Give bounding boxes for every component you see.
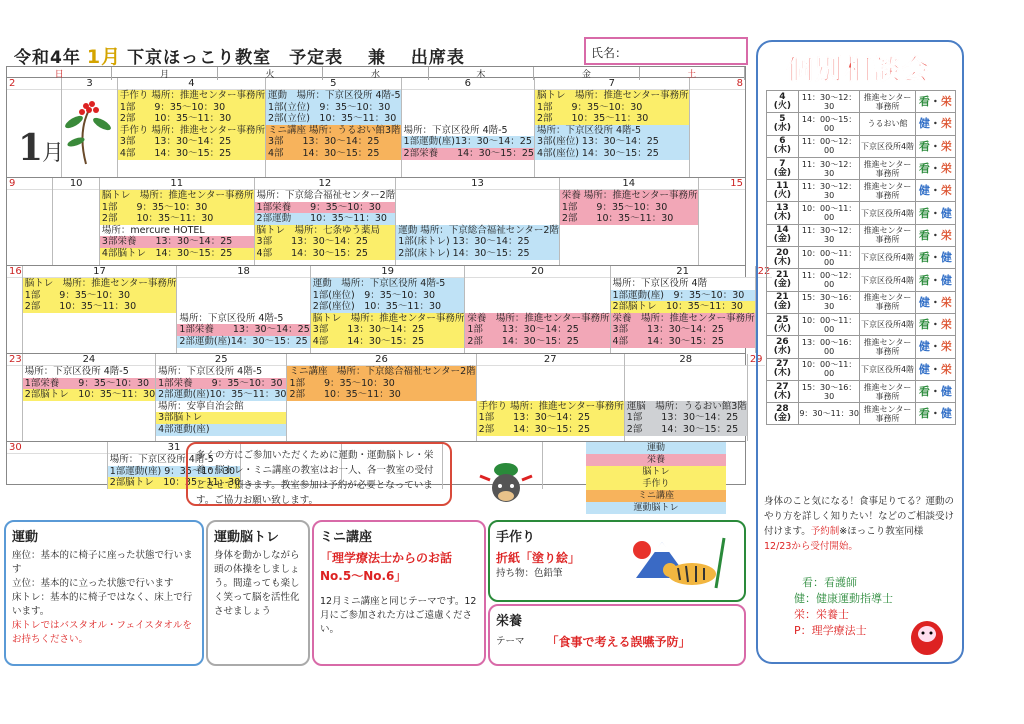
consult-row: [767, 91, 956, 113]
class-entry: 2部運動(座)10：35〜11：30: [158, 389, 287, 401]
class-entry: 4部運動(座): [156, 424, 286, 436]
class-entry: ミニ講座 場所：うるおい館3階: [267, 124, 401, 136]
consult-cell: 健・栄: [915, 358, 955, 380]
class-entry: 2部 10：35〜11：30: [535, 113, 689, 125]
consult-cell: 14 (金): [767, 224, 799, 246]
handcraft-title: 手作り: [496, 530, 536, 545]
class-entry: 運動 場所：下京総合福祉センター2階: [398, 224, 559, 236]
consult-row: [767, 135, 956, 157]
day-number: 13: [396, 178, 559, 190]
class-entry: 3部栄養 13：30〜14：25: [100, 236, 254, 248]
class-entry: ミニ講座 場所：下京総合福祉センター2階: [289, 366, 476, 377]
class-entry: 2部 14：30〜15：25: [625, 424, 747, 436]
consult-cell: 25 (火): [767, 313, 799, 335]
consult-cell: うるおい館: [860, 113, 915, 135]
class-entry: 4部 14：30〜15：25: [255, 248, 396, 260]
class-entry: 場所：下京区役所 4階-5: [108, 454, 240, 466]
day-cell: [255, 178, 397, 265]
consult-cell: 21 (金): [767, 291, 799, 313]
notice-text: 多くの方にご参加いただくために運動・運動脳トレ・栄養・脳トレ・ミニ講座の教室はお一人、各一教室の受付とさせて頂きます。教室参加は予約が必要となっています。ご協力お願い致します。: [196, 450, 434, 506]
legend-item: 栄養: [586, 454, 726, 466]
day-cell: [402, 78, 535, 177]
class-entry: 場所：下京総合福祉センター2階: [256, 190, 396, 201]
consult-cell: 下京区役所4階: [860, 202, 915, 224]
consult-cell: 9：30〜11：30: [798, 403, 860, 425]
class-entry: 1部 13：30〜14：25: [477, 412, 624, 424]
consult-cell: 14：00〜15：00: [798, 113, 860, 135]
day-number: 3: [62, 78, 116, 90]
class-entry: 1部(座位) 9：35〜10：30: [311, 290, 465, 302]
day-cell: [7, 354, 23, 441]
class-entry: 2部 10：35〜11：30: [23, 301, 177, 313]
class-entry: [396, 190, 559, 202]
svg-text:1: 1: [18, 127, 44, 169]
day-number: 26: [287, 354, 475, 366]
class-entry: 運動 場所：下京区役所 4階-5: [267, 90, 401, 101]
consult-row: [767, 202, 956, 224]
class-entry: 手作り 場所：推進センター事務所: [119, 124, 265, 136]
consult-cell: 下京区役所4階: [860, 269, 915, 291]
class-entry: 1部 9：35〜10：30: [287, 378, 475, 390]
consult-cell: 10：00〜11：00: [798, 202, 860, 224]
class-entry: 1部栄養 13：30〜14：25: [179, 324, 310, 336]
class-entry: 3部脳トレ: [156, 412, 286, 424]
day-number: 11: [100, 178, 254, 190]
consult-cell: 看・栄: [915, 313, 955, 335]
consult-cell: 健・栄: [915, 113, 955, 135]
class-entry: 2部運動 10：35〜11：30: [255, 213, 396, 225]
consult-cell: 下京区役所4階: [860, 358, 915, 380]
consult-cell: 看・栄: [915, 135, 955, 157]
mini-lecture-box: [312, 520, 486, 666]
consult-cell: 11：30〜12：30: [798, 180, 860, 202]
class-entry: [625, 389, 747, 401]
class-entry: 1部 13：30〜14：25: [625, 412, 747, 424]
class-entry: [560, 248, 698, 260]
day-number: 19: [311, 266, 465, 278]
day-number: 20: [465, 266, 609, 278]
staff-legend-item: 栄：栄養士: [794, 608, 849, 621]
exercise-warning: 床トレではバスタオル・フェイスタオルをお持ちください。: [12, 620, 192, 645]
class-entry: [465, 278, 609, 290]
consult-row: [767, 380, 956, 402]
class-entry: 場所：安寧自治会館: [156, 401, 286, 413]
consult-cell: 21 (金): [767, 269, 799, 291]
class-entry: [177, 301, 309, 313]
brain-exercise-title: 運動脳トレ: [214, 530, 280, 545]
consult-cell: 推進センター事務所: [860, 380, 915, 402]
consult-cell: 11：30〜12：30: [798, 157, 860, 179]
consultation-title: 個別相談会: [786, 55, 931, 86]
class-entry: 2部脳トレ 10：35〜11：30: [24, 389, 156, 401]
consult-cell: 27 (木): [767, 358, 799, 380]
class-entry: 2部 10：35〜11：30: [287, 389, 475, 401]
class-entry: [465, 290, 609, 302]
class-entry: 場所：下京区役所 4階-5: [177, 313, 309, 325]
consult-cell: 10：00〜11：00: [798, 313, 860, 335]
consult-cell: 20 (木): [767, 247, 799, 269]
nutrition-topic: 「食事で考える誤嚥予防」: [546, 635, 691, 649]
class-entry: 2部(床トレ) 14：30〜15：25: [396, 248, 559, 260]
consult-cell: 看・健: [915, 403, 955, 425]
class-entry: 1部栄養 9：35〜10：30: [23, 378, 155, 390]
day-number: 2: [7, 78, 61, 90]
class-entry: [177, 290, 309, 302]
class-entry: 2部 10：35〜11：30: [100, 213, 254, 225]
day-cell: [287, 354, 476, 441]
class-entry: 1部(床トレ) 13：30〜14：25: [396, 236, 559, 248]
consult-cell: 26 (水): [767, 336, 799, 358]
consult-cell: 10：00〜11：00: [798, 358, 860, 380]
class-entry: 1部栄養 9：35〜10：30: [255, 202, 396, 214]
weekday-1: 月: [112, 67, 217, 80]
class-entry: [560, 236, 698, 248]
exercise-title: 運動: [12, 530, 39, 545]
consult-cell: 11 (火): [767, 180, 799, 202]
consult-cell: 推進センター事務所: [860, 336, 915, 358]
consult-cell: 健・栄: [915, 180, 955, 202]
day-number: 10: [53, 178, 98, 190]
consult-cell: 推進センター事務所: [860, 180, 915, 202]
day-number: 7: [535, 78, 689, 90]
day-cell: [177, 266, 310, 353]
class-entry: 場所：下京区役所 4階-5: [23, 366, 155, 378]
day-cell: [396, 178, 560, 265]
weekday-header: [6, 66, 746, 80]
day-number: 8: [690, 78, 745, 90]
class-entry: 4部脳トレ 14：30〜15：25: [100, 248, 254, 260]
consult-cell: 15：30〜16：30: [798, 291, 860, 313]
exercise-line: 立位：基本的に立った状態で行います: [12, 578, 174, 589]
consult-cell: 看・栄: [915, 91, 955, 113]
class-entry: [477, 389, 624, 401]
consult-note-text: 身体のこと気になる！食事足りてる？運動のやり方を詳しく知りたい！などのご相談受け付けます。: [764, 496, 955, 537]
day-number: 27: [477, 354, 624, 366]
consult-cell: 11：30〜12：30: [798, 224, 860, 246]
class-entry: 2部 14：30〜15：25: [465, 336, 609, 348]
legend-item: 運動脳トレ: [586, 502, 726, 514]
day-cell: [535, 78, 690, 177]
class-entry: [396, 202, 559, 214]
consult-cell: 看・健: [915, 202, 955, 224]
consult-cell: 健・栄: [915, 336, 955, 358]
consult-row: [767, 291, 956, 313]
day-number: 17: [23, 266, 177, 278]
consult-cell: 6 (木): [767, 135, 799, 157]
legend-item: 運動: [586, 442, 726, 454]
consult-row: [767, 180, 956, 202]
day-cell: [7, 266, 23, 353]
consult-row: [767, 113, 956, 135]
consult-cell: 7 (金): [767, 157, 799, 179]
day-cell: [266, 78, 402, 177]
class-entry: [477, 378, 624, 390]
class-entry: 4部 14：30〜15：25: [266, 148, 401, 160]
day-number: 31: [108, 442, 240, 454]
class-entry: 手作り 場所：推進センター事務所: [119, 90, 265, 101]
consult-cell: 推進センター事務所: [860, 157, 915, 179]
class-entry: [396, 213, 559, 225]
consult-cell: 15：30〜16：30: [798, 380, 860, 402]
consult-cell: 11：30〜12：30: [798, 91, 860, 113]
class-entry: 1部 9：35〜10：30: [23, 290, 177, 302]
class-entry: 4部(座位) 14：30〜15：25: [535, 148, 689, 160]
day-number: 29: [749, 354, 763, 365]
day-cell: [23, 354, 156, 441]
class-entry: [402, 90, 534, 102]
weekday-3: 水: [323, 67, 428, 80]
legend-item: 脳トレ: [586, 466, 726, 478]
day-cell: [465, 266, 610, 353]
class-entry: 2部 10：35〜11：30: [118, 113, 265, 125]
class-entry: 1部運動(座) 9：35〜10：30: [108, 466, 240, 478]
day-number: 4: [118, 78, 265, 90]
consult-cell: 4 (火): [767, 91, 799, 113]
class-entry: [177, 278, 309, 290]
class-entry: 4部 14：30〜15：25: [611, 336, 755, 348]
class-entry: [625, 378, 747, 390]
day-cell: [100, 178, 255, 265]
consult-cell: 13 (木): [767, 202, 799, 224]
weekday-5: 金: [534, 67, 639, 80]
class-entry: 2部栄養 14：30〜15：25: [403, 147, 534, 159]
day-cell: [560, 178, 699, 265]
class-entry: [625, 366, 747, 378]
class-entry: [402, 113, 534, 125]
class-entry: 3部 13：30〜14：25: [118, 136, 265, 148]
class-entry: 3部 13：30〜14：25: [611, 324, 755, 336]
title-text: 下京ほっこり教室 予定表 兼 出席表: [127, 48, 465, 68]
class-legend: [586, 442, 726, 514]
day-cell: [23, 266, 178, 353]
consult-cell: 推進センター事務所: [860, 403, 915, 425]
class-entry: 3部(座位) 13：30〜14：25: [535, 136, 689, 148]
consult-cell: 看・栄: [915, 224, 955, 246]
day-number: 23: [9, 354, 22, 365]
day-number: 21: [611, 266, 755, 278]
consult-cell: 看・健: [915, 247, 955, 269]
mini-lecture-topic: 「理学療法士からのお話No.5〜No.6」: [320, 551, 453, 583]
weekday-2: 火: [218, 67, 323, 80]
class-entry: 1部運動(座)13：30〜14：25: [402, 136, 534, 148]
day-cell: [118, 78, 266, 177]
class-entry: 2部脳トレ 10：35〜11：30: [611, 301, 755, 313]
consult-cell: 看・栄: [915, 157, 955, 179]
consult-cell: 11：00〜12：00: [798, 269, 860, 291]
day-cell: [690, 78, 745, 177]
cow-mascot-icon: [478, 454, 534, 510]
brain-exercise-text: 身体を動かしながら頭の体操をしましょう。間違っても楽しく笑って脳を活性化させましょう: [214, 550, 300, 617]
consult-cell: 5 (水): [767, 113, 799, 135]
staff-legend-item: 看：看護師: [802, 576, 857, 589]
class-entry: 場所：下京区役所 4階-5: [535, 125, 689, 137]
class-entry: 4部 14：30〜15：25: [118, 148, 265, 160]
handcraft-topic: 折紙「塗り絵」: [496, 551, 581, 565]
class-entry: 脳トレ 場所：推進センター事務所: [101, 190, 254, 201]
day-number: 5: [266, 78, 401, 90]
day-number: 16: [9, 266, 22, 277]
nutrition-label: テーマ: [496, 636, 525, 647]
day-number: 15: [699, 178, 745, 190]
class-entry: 脳トレ 場所：推進センター事務所: [312, 312, 465, 324]
day-cell: [53, 178, 99, 265]
consultation-note: [764, 494, 962, 554]
class-entry: [560, 225, 698, 237]
class-entry: 栄養 場所：推進センター事務所: [561, 190, 698, 201]
consult-cell: 11：00〜12：00: [798, 135, 860, 157]
class-entry: [402, 102, 534, 114]
page-title: [14, 42, 465, 69]
class-entry: 2部脳トレ 10：35〜11：30: [109, 477, 241, 489]
consult-row: [767, 247, 956, 269]
day-number: 25: [156, 354, 286, 366]
nanten-decoration: [16, 94, 136, 168]
daruma-icon: [908, 614, 946, 656]
day-number: 28: [625, 354, 747, 366]
class-entry: 2部(座位) 10：35〜11：30: [311, 301, 465, 313]
class-entry: 2部 14：30〜15：25: [477, 424, 624, 436]
exercise-info-box: [4, 520, 204, 666]
class-entry: 1部栄養 9：35〜10：30: [156, 378, 286, 390]
brain-exercise-box: [206, 520, 310, 666]
consult-cell: 推進センター事務所: [860, 224, 915, 246]
day-cell: [611, 266, 756, 353]
day-number: 18: [177, 266, 309, 278]
class-entry: 1部 9：35〜10：30: [535, 102, 689, 114]
handcraft-items: 持ち物：色鉛筆: [496, 568, 563, 579]
class-entry: 場所：下京区役所 4階: [611, 278, 755, 290]
class-entry: 3部 13：30〜14：25: [255, 236, 396, 248]
week-row: [6, 353, 763, 441]
nutrition-box: [488, 604, 746, 666]
consult-cell: 推進センター事務所: [860, 291, 915, 313]
class-entry: 場所：mercure HOTEL: [100, 225, 254, 237]
day-number: 22: [757, 266, 771, 277]
consult-cell: 看・健: [915, 380, 955, 402]
class-entry: 場所：下京区役所 4階-5: [402, 125, 534, 137]
class-entry: 脳トレ 場所：推進センター事務所: [536, 90, 689, 101]
notice-box: [186, 442, 452, 506]
mini-lecture-title: ミニ講座: [320, 530, 373, 545]
class-entry: [477, 366, 624, 378]
day-cell: [699, 178, 745, 265]
consult-cell: 推進センター事務所: [860, 91, 915, 113]
class-entry: 2部 10：35〜11：30: [560, 213, 698, 225]
consult-note-text2: ※ほっこり教室同様: [839, 526, 924, 537]
day-cell: [7, 178, 53, 265]
class-entry: 1部 9：35〜10：30: [560, 202, 698, 214]
month-label: 1月: [86, 46, 122, 68]
exercise-line: 床トレ：基本的に椅子ではなく、床上で行います。: [12, 592, 193, 617]
tiger-illustration: [616, 528, 740, 596]
consult-row: [767, 403, 956, 425]
staff-legend-item: P：理学療法士: [794, 624, 867, 637]
name-field[interactable]: [584, 37, 748, 65]
day-number: 12: [255, 178, 396, 190]
consultation-panel: [756, 40, 964, 664]
nutrition-title: 栄養: [496, 614, 523, 629]
day-cell: [156, 354, 287, 441]
weekday-0: 日: [7, 67, 112, 80]
class-entry: 運脳 場所：うるおい館3階: [626, 400, 747, 412]
class-entry: 4部 14：30〜15：25: [311, 336, 465, 348]
consult-cell: 下京区役所4階: [860, 313, 915, 335]
consultation-table: [766, 90, 956, 425]
day-number: 9: [7, 178, 52, 190]
class-entry: 3部 13：30〜14：25: [266, 136, 401, 148]
consult-cell: 下京区役所4階: [860, 135, 915, 157]
consult-cell: 健・栄: [915, 291, 955, 313]
consult-row: [767, 224, 956, 246]
consult-row: [767, 269, 956, 291]
class-entry: 場所：下京区役所 4階-5: [156, 366, 286, 378]
svg-text:月: 月: [42, 141, 65, 166]
class-entry: [465, 301, 609, 313]
day-number: 30: [7, 442, 107, 454]
consult-row: [767, 336, 956, 358]
consult-row: [767, 313, 956, 335]
legend-item: ミニ講座: [586, 490, 726, 502]
class-entry: 手作り 場所：推進センター事務所: [478, 400, 624, 412]
weekday-6: 土: [640, 67, 745, 80]
class-entry: 脳トレ 場所：七条ゆう薬局: [255, 225, 396, 237]
consult-cell: 看・健: [915, 269, 955, 291]
class-entry: 2部(立位) 10：35〜11：30: [266, 113, 401, 125]
exercise-line: 座位：基本的に椅子に座った状態で行います: [12, 550, 193, 575]
era-label: 令和4年: [14, 48, 81, 68]
reservation-label: 予約制: [810, 526, 840, 537]
class-entry: 1部運動(座) 9：35〜10：30: [611, 290, 755, 302]
staff-legend-item: 健：健康運動指導士: [794, 592, 893, 605]
day-cell: [7, 442, 108, 489]
consult-cell: 27 (木): [767, 380, 799, 402]
mini-lecture-text: 12月ミニ講座と同じテーマです。12月にご参加された方はご遠慮ください。: [320, 596, 477, 635]
day-number: 6: [402, 78, 534, 90]
day-cell: [477, 354, 625, 441]
consult-cell: 下京区役所4階: [860, 247, 915, 269]
class-entry: 脳トレ 場所：推進センター事務所: [24, 278, 177, 289]
legend-item: 手作り: [586, 478, 726, 490]
reception-start: 12/23から受付開始。: [764, 541, 858, 552]
consult-cell: 28 (金): [767, 403, 799, 425]
week-row: [6, 177, 746, 265]
class-entry: 栄養 場所：推進センター事務所: [612, 312, 755, 324]
day-number: 14: [560, 178, 698, 190]
day-cell: [625, 354, 748, 441]
class-entry: 1部(立位) 9：35〜10：30: [266, 102, 401, 114]
week-row: [6, 265, 771, 353]
consult-row: [767, 157, 956, 179]
weekday-4: 木: [429, 67, 534, 80]
class-entry: 1部 9：35〜10：30: [118, 102, 265, 114]
day-cell: [311, 266, 466, 353]
class-entry: 3部 13：30〜14：25: [311, 324, 465, 336]
class-entry: 栄養 場所：推進センター事務所: [467, 312, 610, 324]
day-number: 24: [23, 354, 155, 366]
consult-row: [767, 358, 956, 380]
staff-legend: [764, 575, 893, 639]
class-entry: 運動 場所：下京区役所 4階-5: [311, 278, 465, 290]
class-entry: 2部運動(座)14：30〜15：25: [177, 336, 309, 348]
consult-cell: 13：00〜16：00: [798, 336, 860, 358]
class-entry: 1部 13：30〜14：25: [465, 324, 609, 336]
class-entry: 1部 9：35〜10：30: [100, 202, 254, 214]
name-label: 氏名：: [591, 46, 628, 60]
consult-cell: 10：00〜11：00: [798, 247, 860, 269]
